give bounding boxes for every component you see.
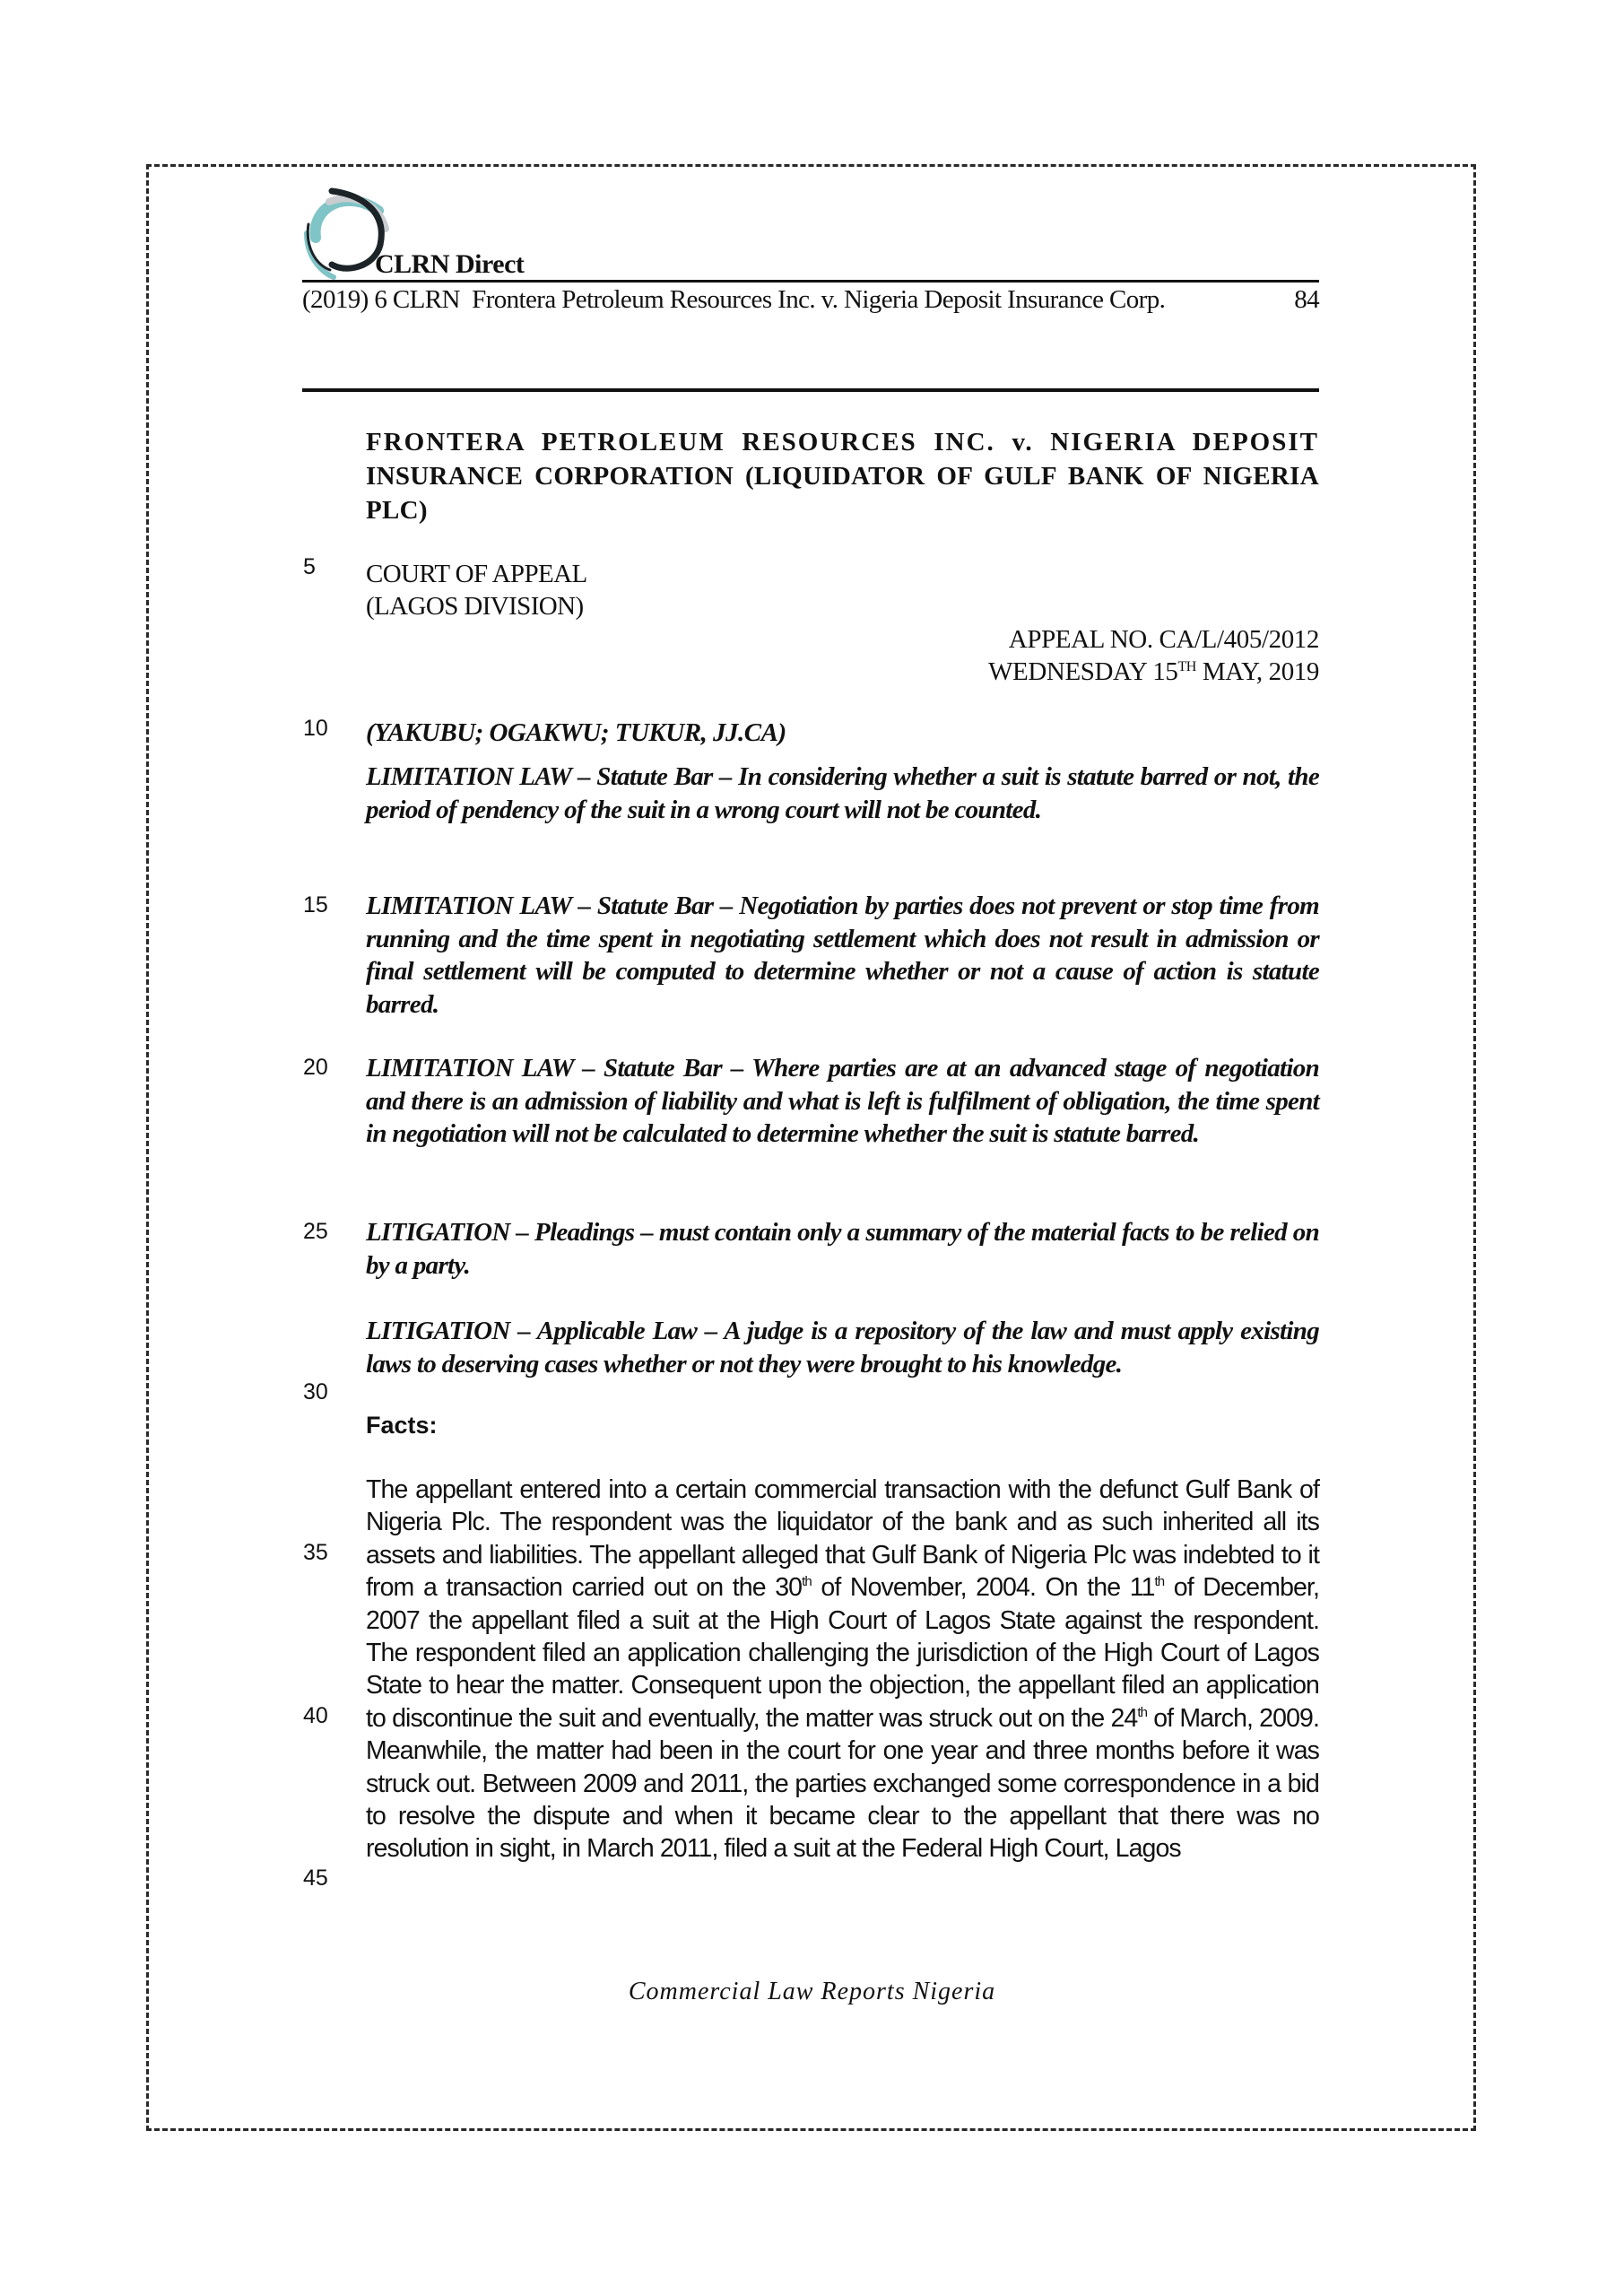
case-title bbox=[366, 425, 1319, 527]
headnote: LIMITATION LAW – Statute Bar – Where parties are at an advanced stage of negotiation and there is an admission of liability and what is left is fulfilment of obligation, the time spent in negotiation will not be calculated to determine whether the suit is statute barred. bbox=[366, 1054, 1319, 1148]
line-number: 30 bbox=[303, 1379, 328, 1405]
header-rule bbox=[302, 280, 1319, 283]
court-name: COURT OF APPEAL bbox=[366, 560, 587, 588]
facts-paragraph: The appellant entered into a certain commercial transaction with the defunct Gulf Bank of Nigeria Plc. The respondent was the liquidator of the bank and as such inherited all its assets and liabilities. The appellant alleged that Gulf Bank of Nigeria Plc was indebted to it from a transaction carried out on the 30th of November, 2004. On the 11th of December, 2007 the appellant filed a suit at the High Court of Lagos State against the respondent. The respondent filed an application challenging the jurisdiction of the High Court of Lagos State to hear the matter. Consequent upon the objection, the appellant filed an application to discontinue the suit and eventually, the matter was struck out on the 24th of March, 2009. Meanwhile, the matter had been in the court for one year and three months before it was struck out. Between 2009 and 2011, the parties exchanged some correspondence in a bid to resolve the dispute and when it became clear to the appellant that there was no resolution in sight, in March 2011, filed a suit at the Federal High Court, Lagos bbox=[366, 1475, 1320, 1864]
running-header-case bbox=[302, 285, 1165, 315]
appeal-info bbox=[807, 623, 1319, 688]
title-rule bbox=[302, 388, 1319, 392]
case-title-rest: INSURANCE CORPORATION (LIQUIDATOR OF GULF BANK OF NIGERIA PLC) bbox=[366, 462, 1319, 525]
appeal-number: APPEAL NO. CA/L/405/2012 bbox=[1008, 625, 1319, 654]
line-number: 35 bbox=[303, 1540, 328, 1565]
line-number: 5 bbox=[303, 554, 316, 579]
judges: (YAKUBU; OGAKWU; TUKUR, JJ.CA) bbox=[366, 718, 786, 747]
line-number: 25 bbox=[303, 1219, 328, 1244]
line-number: 15 bbox=[303, 892, 328, 918]
line-number: 20 bbox=[303, 1055, 328, 1080]
line-number: 10 bbox=[303, 716, 328, 741]
headnote: LITIGATION – Applicable Law – A judge is a repository of the law and must apply existing laws to deserving cases whether or not they were brought to his knowledge. bbox=[366, 1317, 1319, 1378]
page-number: 84 bbox=[1294, 285, 1319, 314]
headnote: LIMITATION LAW – Statute Bar – In considering whether a suit is statute barred or not, the period of pendency of the suit in a wrong court will not be counted. bbox=[366, 762, 1319, 824]
running-header bbox=[302, 285, 1319, 315]
line-number: 45 bbox=[303, 1866, 328, 1891]
court-division: (LAGOS DIVISION) bbox=[366, 592, 584, 621]
case-short-title: Frontera Petroleum Resources Inc. v. Nigeria Deposit Insurance Corp. bbox=[472, 285, 1166, 314]
line-number: 40 bbox=[303, 1703, 328, 1728]
headnote: LIMITATION LAW – Statute Bar – Negotiation by parties does not prevent or stop time from running and the time spent in negotiating settlement which does not result in admission or final settlement will be computed to determine whether or not a cause of action is statute barred. bbox=[366, 891, 1319, 1019]
publication-footer: Commercial Law Reports Nigeria bbox=[628, 1978, 996, 2005]
case-title-line1: FRONTERA PETROLEUM RESOURCES INC. v. NIGERIA DEPOSIT bbox=[366, 428, 1319, 457]
headnote: LITIGATION – Pleadings – must contain only a summary of the material facts to be relied on by a party. bbox=[366, 1218, 1319, 1280]
brand-name: CLRN Direct bbox=[375, 249, 525, 279]
court-info bbox=[366, 558, 587, 622]
citation: (2019) 6 CLRN bbox=[302, 285, 460, 314]
facts-heading: Facts: bbox=[366, 1412, 438, 1439]
judgment-date: WEDNESDAY 15TH MAY, 2019 bbox=[988, 657, 1319, 686]
